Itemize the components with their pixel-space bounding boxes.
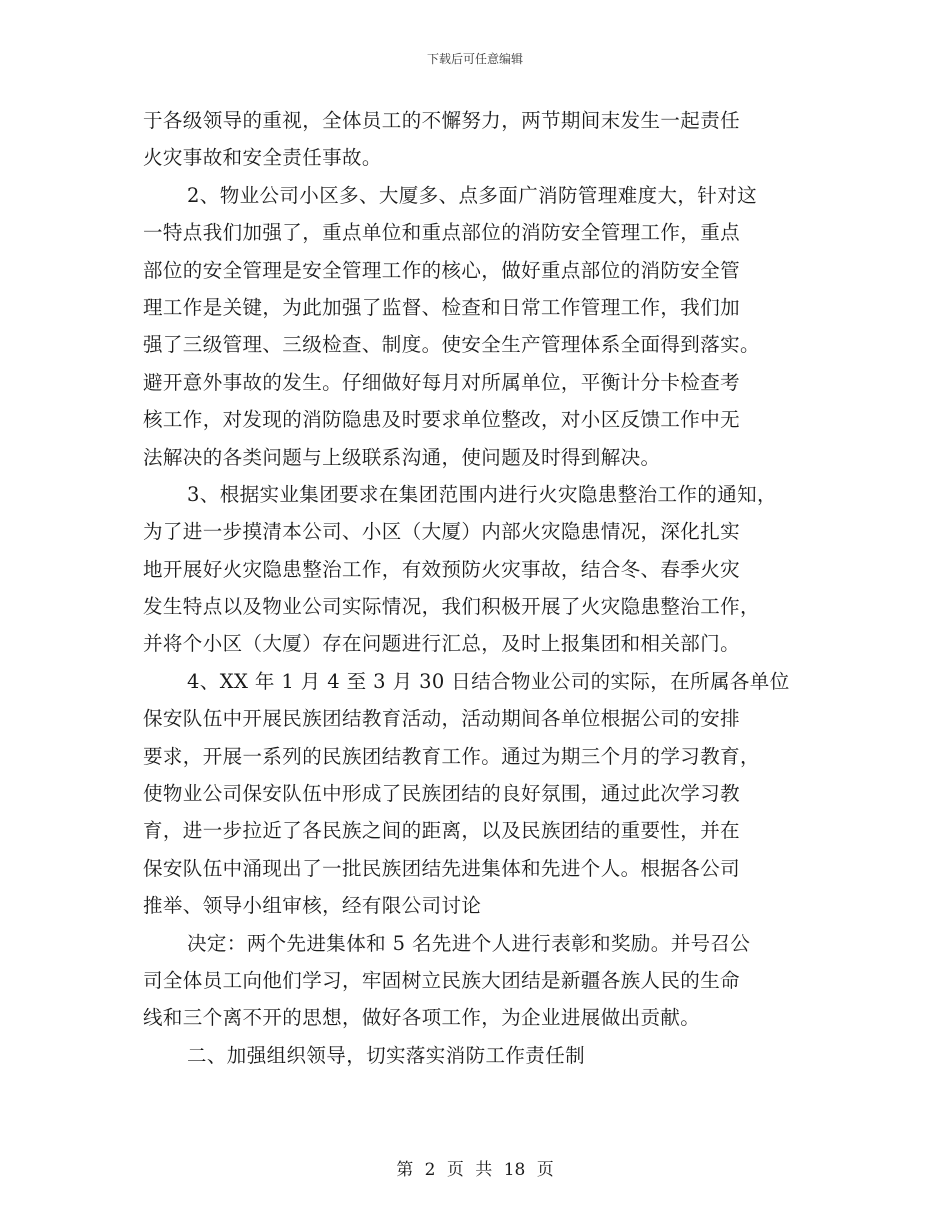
text-line: 育，进一步拉近了各民族之间的距离，以及民族团结的重要性，并在 [143, 819, 741, 843]
text-line: 于各级领导的重视，全体员工的不懈努力，两节期间末发生一起责任 [143, 109, 741, 132]
text-line: 发生特点以及物业公司实际情况，我们积极开展了火灾隐患整治工作， [143, 595, 760, 619]
text-line: 强了三级管理、三级检查、制度。使安全生产管理体系全面得到落实。 [143, 333, 760, 357]
text-line: 推举、领导小组审核，经有限公司讨论 [143, 894, 482, 918]
page-header-note: 下载后可任意编辑 [426, 52, 523, 66]
text-line: 要求，开展一系列的民族团结教育工作。通过为期三个月的学习教育， [143, 744, 760, 768]
text-line: 3、根据实业集团要求在集团范围内进行火灾隐患整治工作的通知， [187, 482, 777, 506]
text-line: 一特点我们加强了，重点单位和重点部位的消防安全管理工作，重点 [143, 221, 741, 245]
text-line: 司全体员工向他们学习，牢固树立民族大团结是新疆各族人民的生命 [143, 968, 741, 992]
text-line: 4、XX 年 1 月 4 至 3 月 30 日结合物业公司的实际，在所属各单位 [187, 669, 790, 693]
text-line: 部位的安全管理是安全管理工作的核心，做好重点部位的消防安全管 [143, 258, 741, 282]
text-line: 理工作是关键，为此加强了监督、检查和日常工作管理工作，我们加 [143, 295, 741, 319]
text-line: 避开意外事故的发生。仔细做好每月对所属单位，平衡计分卡检查考 [143, 370, 741, 394]
text-line: 保安队伍中涌现出了一批民族团结先进集体和先进个人。根据各公司 [143, 856, 741, 880]
document-body [143, 102, 833, 1074]
text-line: 核工作，对发现的消防隐患及时要求单位整改，对小区反馈工作中无 [143, 408, 741, 432]
text-line: 二、加强组织领导，切实落实消防工作责任制 [187, 1043, 586, 1067]
text-line: 保安队伍中开展民族团结教育活动，活动期间各单位根据公司的安排 [143, 707, 741, 731]
text-line: 为了进一步摸清本公司、小区（大厦）内部火灾隐患情况，深化扎实 [143, 520, 741, 544]
text-line: 并将个小区（大厦）存在问题进行汇总，及时上报集团和相关部门。 [143, 632, 741, 656]
text-line: 火灾事故和安全责任事故。 [143, 146, 382, 170]
text-line: 2、物业公司小区多、大厦多、点多面广消防管理难度大，针对这 [187, 183, 758, 207]
page-footer: 第 2 页 共 18 页 [396, 1160, 554, 1180]
text-line: 线和三个离不开的思想，做好各项工作，为企业进展做出贡献。 [143, 1006, 701, 1030]
text-line: 地开展好火灾隐患整治工作，有效预防火灾事故，结合冬、春季火灾 [143, 557, 741, 581]
text-line: 决定：两个先进集体和 5 名先进个人进行表彰和奖励。并号召公 [187, 931, 751, 955]
text-line: 使物业公司保安队伍中形成了民族团结的良好氛围，通过此次学习教 [143, 782, 741, 806]
text-line: 法解决的各类问题与上级联系沟通，使问题及时得到解决。 [143, 445, 661, 469]
